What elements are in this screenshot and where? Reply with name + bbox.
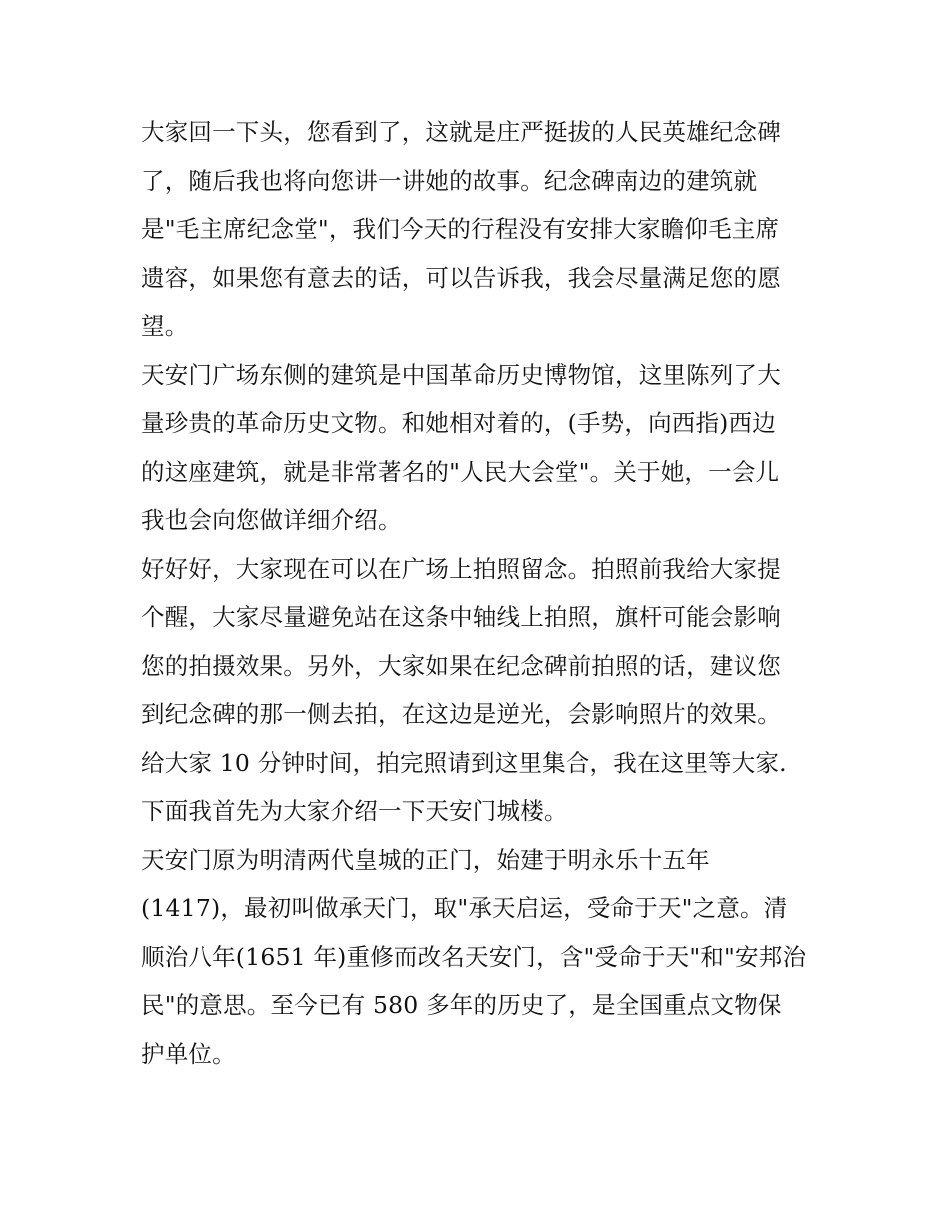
text-line: 给大家 10 分钟时间，拍完照请到这里集合，我在这里等大家.: [141, 748, 787, 777]
text-line: (1417)，最初叫做承天门，取"承天启运，受命于天"之意。清: [141, 894, 788, 922]
text-line: 了，随后我也将向您讲一讲她的故事。纪念碑南边的建筑就: [141, 166, 758, 195]
text-line: 您的拍摄效果。另外，大家如果在纪念碑前拍照的话，建议您: [141, 651, 781, 680]
text-line: 护单位。: [141, 1039, 236, 1068]
text-line: 望。: [141, 312, 189, 340]
text-line: 是"毛主席纪念堂"，我们今天的行程没有安排大家瞻仰毛主席: [141, 215, 780, 243]
paragraph-tiananmen: [141, 836, 817, 1079]
paragraph-museum: [141, 351, 817, 545]
text-line: 我也会向您做详细介绍。: [141, 506, 402, 534]
text-line: 个醒，大家尽量避免站在这条中轴线上拍照，旗杆可能会影响: [141, 603, 781, 631]
text-line: 到纪念碑的那一侧去拍，在这边是逆光，会影响照片的效果。: [141, 700, 781, 728]
text-line: 的这座建筑，就是非常著名的"人民大会堂"。关于她，一会儿: [141, 457, 780, 486]
paragraph-monument: [141, 108, 817, 351]
text-line: 好好好，大家现在可以在广场上拍照留念。拍照前我给大家提: [141, 554, 781, 583]
text-line: 天安门原为明清两代皇城的正门，始建于明永乐十五年: [141, 845, 710, 874]
text-line: 民"的意思。至今已有 580 多年的历史了，是全国重点文物保: [141, 991, 782, 1019]
text-line: 大家回一下头，您看到了，这就是庄严挺拔的人民英雄纪念碑: [141, 118, 781, 146]
text-line: 量珍贵的革命历史文物。和她相对着的，(手势，向西指)西边: [141, 409, 776, 437]
text-line: 遗容，如果您有意去的话，可以告诉我，我会尽量满足您的愿: [141, 263, 781, 292]
text-line: 天安门广场东侧的建筑是中国革命历史博物馆，这里陈列了大: [141, 360, 781, 389]
paragraph-photo: [141, 545, 817, 836]
text-line: 下面我首先为大家介绍一下天安门城楼。: [141, 797, 568, 825]
document-body: [141, 108, 817, 1078]
text-line: 顺治八年(1651 年)重修而改名天安门，含"受命于天"和"安邦治: [141, 942, 807, 971]
